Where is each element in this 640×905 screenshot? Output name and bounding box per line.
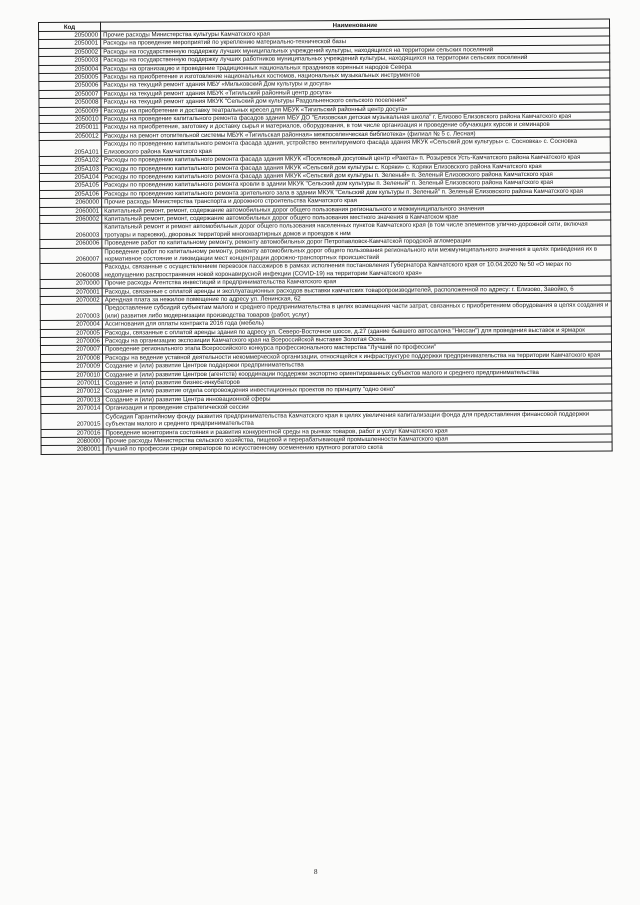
row-name: Капитальный ремонт и ремонт автомобильных дорог общего пользования населенных пунктов Камчатского края (в том числе элементов улично-дорожной сети, включая тротуары и парковки), дворовых территорий многоквартирных домов и проездов к ним	[102, 220, 611, 239]
row-name: Лучший по профессии среди операторов по искусственному осеменению крупного рогатого скота	[103, 442, 612, 454]
row-name: Расходы на проведение капитального ремонта фасадов здания МБУ ДО "Елизовская детская музыкальная школа" г. Елизово Елизовского района Камчатского края	[101, 112, 610, 124]
row-code: 2060008	[40, 263, 102, 279]
row-code: 2070000	[40, 279, 102, 288]
row-code: 2050012	[39, 132, 101, 141]
row-name: Расходы по проведению капитального ремонта фасада здания, устройство вентилируемого фасада здания МКУК «Сельский дом культуры» с. Сосновка» с. Сосновка Елизовского района Камчатского края	[101, 137, 610, 156]
table-body	[39, 28, 613, 454]
row-name: Расходы по проведению капитального ремонта зрительного зала в здании МКУК "Сельский дом культуры п. Зеленый" п. Зеленый Елизовского района Камчатского края	[102, 187, 611, 199]
row-code: 2050006	[39, 82, 101, 91]
row-code: 2050004	[39, 65, 101, 74]
row-name: Проведение регионального этапа Всероссийского конкурса профессионального мастерства "Лучший по профессии"	[102, 342, 611, 354]
row-code: 2070014	[41, 404, 103, 413]
row-code: 2060001	[40, 207, 102, 216]
row-name: Создание и (или) развитие бизнес-инкубаторов	[103, 376, 612, 388]
row-code: 2070001	[40, 288, 102, 297]
row-code: 2050001	[39, 40, 101, 49]
row-name: Предоставление субсидий субъектам малого и среднего предпринимательства в целях возмещения части затрат, связанных с приобретением оборудования в целях создания и (или) развития либо модернизации производства товаров (работ, услуг)	[102, 301, 611, 320]
row-code: 2050005	[39, 73, 101, 82]
row-name: Прочие расходы Министерства сельского хозяйства, пищевой и перерабатывающей промышленности Камчатского края	[103, 434, 612, 446]
row-name: Проведение работ по капитальному ремонту, ремонту автомобильных дорог Петропавловск-Камчатской городской агломерации	[102, 236, 611, 248]
row-code: 2060002	[40, 215, 102, 224]
row-code: 205A101	[39, 140, 101, 156]
row-name: Расходы на государственную поддержку лучших работников муниципальных учреждений культуры, находящихся на территории сельских поселений	[101, 53, 610, 65]
row-code: 2050002	[39, 48, 101, 57]
row-code: 2050010	[39, 115, 101, 124]
row-code: 205A103	[39, 165, 101, 174]
row-code: 205A105	[39, 181, 101, 190]
row-code: 2060000	[40, 198, 102, 207]
row-name: Прочие расходы Агентства инвестиций и предпринимательства Камчатского края	[102, 276, 611, 288]
row-name: Расходы по проведению капитального ремонта кровли в здании МКУК "Сельский дом культуры п. Зеленый" п. Зеленый Елизовского района Камчатского края	[101, 178, 610, 190]
row-name: Расходы на организацию экспозиции Камчатского края на Всероссийской выставке Золотая Осень	[102, 334, 611, 346]
header-name: Наименование	[101, 19, 610, 31]
row-code: 2070007	[40, 346, 102, 355]
row-code: 205A102	[39, 156, 101, 165]
row-code: 2060006	[40, 239, 102, 248]
row-name: Расходы на приобретение и доставку театральных кресел для МБУК «Тигильский районный центр досуга»	[101, 104, 610, 116]
row-name: Расходы, связанные с оплатой аренды и эксплуатационных расходов выставки камчатских товаропроизводителей, расположенной по адресу: г. Елизово, Завойко, 6	[102, 285, 611, 297]
row-name: Организация и проведение стратегической сессии	[103, 401, 612, 413]
row-code: 2070012	[41, 388, 103, 397]
row-code: 2080001	[41, 445, 103, 454]
row-name: Арендная плата за нежилое помещение по адресу ул. Ленинская, 62	[102, 293, 611, 305]
row-name: Расходы на текущий ремонт здания МБУ «Мильковский Дом культуры и досуга»	[101, 78, 610, 90]
row-name: Расходы по проведению капитального ремонта фасада здания МКУК «Сельский дом культуры с. Коряки» с. Коряки Елизовского района Камчатского края	[101, 162, 610, 174]
row-code: 2070010	[41, 371, 103, 380]
budget-codes-table	[38, 19, 613, 455]
row-code: 2050007	[39, 90, 101, 99]
row-code: 2070005	[40, 329, 102, 338]
row-name: Проведение работ по капитальному ремонту, ремонту автомобильных дорог общего пользования регионального или межмуниципального значения в целях приведения их в нормативное состояние и ликвидации мест концентрации дорожно-транспортных происшествий	[102, 245, 611, 264]
row-code: 2050008	[39, 98, 101, 107]
row-code: 2070003	[40, 305, 102, 321]
row-name: Создание и (или) развитие Центров поддержки предпринимательства	[103, 359, 612, 371]
row-code: 2070013	[41, 396, 103, 405]
row-name: Расходы на проведение мероприятий по укреплению материально-технической базы	[101, 36, 610, 48]
row-name: Расходы на организацию и проведение традиционных национальных праздников коренных народов Севера	[101, 62, 610, 74]
row-code: 2070015	[41, 413, 103, 429]
row-code: 2070004	[40, 320, 102, 329]
row-code: 2070011	[41, 379, 103, 388]
row-name: Расходы, связанные с оплатой аренды здания по адресу ул. Северо-Восточное шоссе, д.27 (здание бывшего автосалона "Ниссан") для проведения выставок и ярмарок	[102, 326, 611, 338]
row-name: Расходы, связанные с осуществлением перевозок пассажиров в рамках исполнения постановления Губернатора Камчатского края от 10.04.2020 № 50 «О мерах по недопущению распространения новой коронавирусной инфекции (COVID-19) на территории Камчатского края»	[102, 260, 611, 279]
row-code: 2070002	[40, 296, 102, 305]
row-name: Ассигнования для оплаты контракта 2016 года (мебель)	[102, 317, 611, 329]
row-name: Прочие расходы Министерства транспорта и дорожного строительства Камчатского края	[102, 195, 611, 207]
row-name: Проведение мониторинга состояния и развития конкурентной среды на рынках товаров, работ и услуг Камчатского края	[103, 426, 612, 438]
row-name: Расходы на ремонт отопительной системы МБУК «Тигильская районная» межпоселенческая библиотека» (филиал № 5 с. Лесная)	[101, 129, 610, 141]
row-code: 2050000	[39, 31, 101, 40]
row-code: 2050009	[39, 107, 101, 116]
row-name: Расходы по проведению капитального ремонта фасада здания МКУК «Сельский дом культуры п. Зеленый» п. Зеленый Елизовского района Камчатского края	[101, 170, 610, 182]
row-code: 2050003	[39, 56, 101, 65]
page-number: 8	[314, 868, 318, 876]
row-name: Расходы на государственную поддержку лучших муниципальных учреждений культуры, находящихся на территории сельских поселений	[101, 45, 610, 57]
row-code: 2060007	[40, 248, 102, 264]
row-name: Расходы на текущий ремонт здания МБУК «Тигильский районный центр досуга»	[101, 87, 610, 99]
row-code: 205A106	[40, 190, 102, 199]
row-code: 2070016	[41, 429, 103, 438]
row-code: 2070008	[41, 354, 103, 363]
row-code: 2060003	[40, 223, 102, 239]
row-name: Расходы на приобретение и изготовление национальных костюмов, национальных музыкальных инструментов	[101, 70, 610, 82]
row-name: Расходы по проведению капитального ремонта фасада здания МКУК «Поселковый досуговый центр «Ракета» п. Розыревск Усть-Камчатского района Камчатского края	[101, 153, 610, 165]
row-name: Субсидия Гарантийному фонду развития предпринимательства Камчатского края в целях увеличения капитализации фонда для предоставления финансовой поддержки субъектам малого и среднего предпринимательства	[103, 410, 612, 429]
row-name: Прочие расходы Министерства культуры Камчатского края	[101, 28, 610, 40]
row-name: Создание и (или) развитие Центров (агентств) координации поддержки экспортно ориентированных субъектов малого и среднего предпринимательства	[103, 368, 612, 380]
row-name: Капитальный ремонт, ремонт, содержание автомобильных дорог общего пользования регионального и межмуниципального значения	[102, 204, 611, 216]
row-code: 2070006	[40, 337, 102, 346]
row-name: Создание и (или) развитие Центра инновационной сферы	[103, 393, 612, 405]
row-name: Расходы на приобретение, заготовку и доставку сырья и материалов, оборудования, в том числе организация и проведение обучающих курсов и семинаров	[101, 120, 610, 132]
row-name: Создание и (или) развитие отдела сопровождения инвестиционных проектов по принципу "одно окно"	[103, 384, 612, 396]
row-name: Расходы на ведение уставной деятельности некоммерческой организации, относящейся к инфраструктуре поддержки предпринимательства на территории Камчатского края	[103, 351, 612, 363]
row-code: 205A104	[39, 173, 101, 182]
row-code: 2080000	[41, 437, 103, 446]
row-name: Капитальный ремонт, ремонт, содержание автомобильных дорог общего пользования местного значения в Камчатском крае	[102, 212, 611, 224]
header-code: Код	[39, 22, 101, 31]
row-code: 2070009	[41, 362, 103, 371]
row-name: Расходы на текущий ремонт здания МКУК "Сельский дом культуры Раздольненского сельского поселения"	[101, 95, 610, 107]
row-code: 2050011	[39, 124, 101, 133]
